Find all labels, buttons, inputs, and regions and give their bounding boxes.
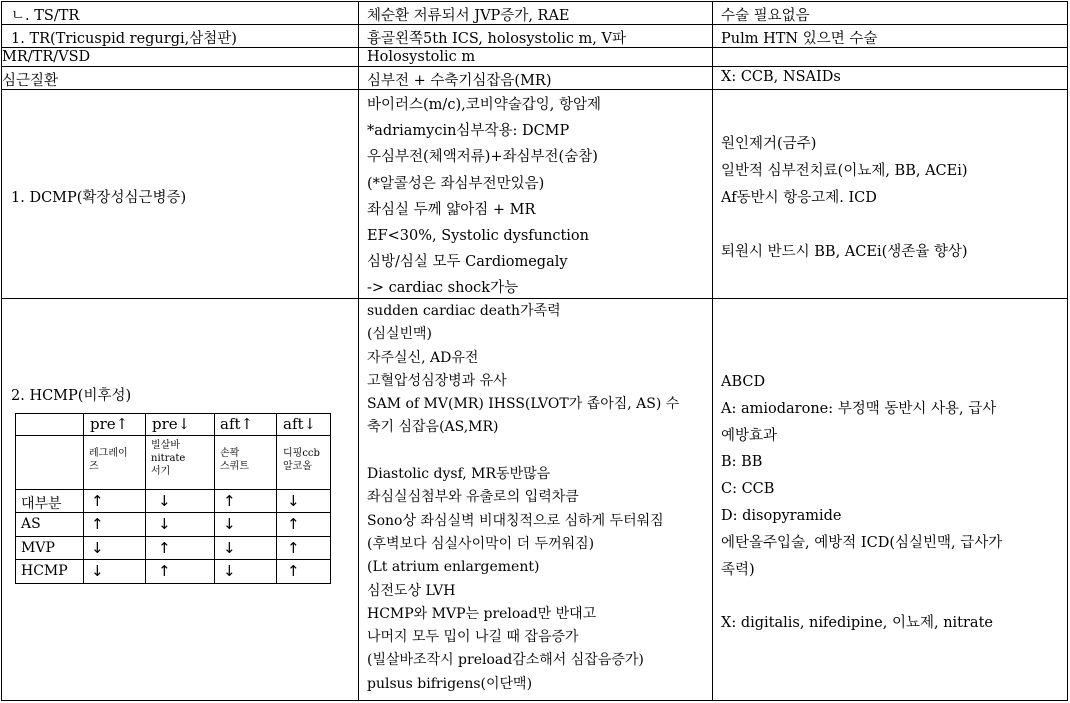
notes-table (1, 1, 1068, 701)
hcmp-findings (367, 300, 679, 696)
header-col2: 체순환 저류되서 JVP증가, RAE (367, 8, 570, 24)
dcmp-tx-line: 일반적 심부전치료(이뇨제, BB, ACEi) (721, 163, 968, 179)
hcmp-line: SAM of MV(MR) IHSS(LVOT가 좁아짐, AS) 수 (367, 396, 680, 413)
hcmp-tx-line: 에탄올주입술, 예방적 ICD(심실빈맥, 급사가 (721, 534, 1003, 551)
hcmp-line: (Lt atrium enlargement) (367, 559, 540, 576)
header-afterload-down: aft↓ (283, 415, 317, 433)
dcmp-line: 우심부전(체액저류)+좌심부전(숨참) (367, 149, 598, 166)
hcmp-line: (빌살바조작시 preload감소해서 심잡음증가) (367, 652, 644, 669)
tr-findings: 흉골왼쪽5th ICS, holosystolic m, V파 (367, 31, 627, 47)
cell-arrow: ↓ (223, 539, 236, 557)
row-label-as: AS (21, 516, 41, 532)
cell-arrow: ↑ (287, 562, 300, 580)
hcmp-treatment (721, 369, 1002, 637)
header-preload-up: pre↑ (90, 415, 129, 433)
hcmp-line: 나머지 모두 밉이 나길 때 잡음증가 (367, 629, 579, 646)
preload-afterload-table (15, 413, 331, 584)
maneuver-afterload-down: 디핑ccb 알코올 (283, 448, 320, 472)
dcmp-tx-line: Af동반시 항응고제. ICD (721, 190, 877, 206)
cell-arrow: ↓ (158, 492, 171, 510)
cell-arrow: ↑ (158, 539, 171, 557)
cell-arrow: ↑ (223, 492, 236, 510)
hcmp-tx-line: X: digitalis, nifedipine, 이뇨제, nitrate (721, 615, 993, 632)
table-border-top (1, 1, 1068, 2)
maneuver-afterload-up: 손꽉 스쿼트 (220, 448, 249, 472)
cardiomyopathy-contraindications: X: CCB, NSAIDs (721, 69, 841, 85)
dcmp-treatment (721, 131, 968, 266)
hcmp-tx-line: ABCD (721, 374, 766, 390)
hcmp-line: 좌심실심첨부와 유출로의 입력차큼 (367, 489, 579, 506)
header-col1: ㄴ. TS/TR (11, 8, 80, 24)
header-col3: 수술 필요없음 (721, 8, 810, 24)
cardiomyopathy-findings: 심부전 + 수축기심잡음(MR) (367, 73, 552, 89)
hcmp-line: 축기 심잡음(AS,MR) (367, 419, 499, 436)
maneuver-preload-up: 레그레이 즈 (89, 448, 128, 472)
cell-arrow: ↑ (287, 515, 300, 533)
hcmp-line: (심실빈맥) (367, 326, 433, 343)
hcmp-tx-line: B: BB (721, 454, 763, 471)
hcmp-tx-line (721, 583, 1002, 610)
hcmp-line: sudden cardiac death가족력 (367, 303, 561, 319)
dcmp-findings (367, 92, 601, 302)
cell-arrow: ↓ (91, 539, 104, 557)
dcmp-line: *adriamycin심부작용: DCMP (367, 123, 570, 140)
table-border-bottom (1, 700, 1068, 701)
header-preload-down: pre↓ (152, 415, 191, 433)
hcmp-tx-line: C: CCB (721, 481, 775, 498)
col-divider (358, 1, 359, 701)
row-label-mvp: MVP (21, 540, 55, 556)
header-afterload-up: aft↑ (220, 415, 254, 433)
cell-arrow: ↓ (91, 562, 104, 580)
cell-arrow: ↓ (223, 562, 236, 580)
hcmp-line: Diastolic dysf, MR동반많음 (367, 466, 551, 483)
dcmp-line: 심방/심실 모두 Cardiomegaly (367, 254, 568, 271)
hcmp-line: pulsus bifrigens(이단맥) (367, 675, 533, 692)
hcmp-tx-line: D: disopyramide (721, 507, 842, 524)
maneuver-preload-down: 빌살바 nitrate 서기 (151, 440, 186, 477)
cell-arrow: ↑ (91, 515, 104, 533)
dcmp-tx-line (721, 212, 968, 239)
cell-arrow: ↓ (223, 515, 236, 533)
hcmp-line: (후벽보다 심실사이막이 더 두꺼워짐) (367, 535, 595, 552)
dcmp-line: -> cardiac shock가능 (367, 280, 519, 297)
cell-arrow: ↓ (287, 492, 300, 510)
table-border-right (1067, 1, 1068, 701)
cell-arrow: ↑ (287, 539, 300, 557)
hcmp-tx-line: A: amiodarone: 부정맥 동반시 사용, 급사 (721, 400, 997, 417)
hcmp-line (367, 440, 679, 463)
row-label-most: 대부분 (21, 496, 62, 512)
table-border-left (1, 1, 2, 701)
tr-label: 1. TR(Tricuspid regurgi,삼첨판) (11, 31, 237, 47)
hcmp-line: Sono상 좌심실벽 비대칭적으로 심하게 두터워짐 (367, 512, 664, 529)
hcmp-tx-line: 족력) (721, 561, 755, 578)
dcmp-line: EF<30%, Systolic dysfunction (367, 228, 589, 245)
hcmp-label: 2. HCMP(비후성) (11, 388, 132, 404)
dcmp-line: 바이러스(m/c),코비약술갑잉, 항암제 (367, 97, 601, 113)
hcmp-line: 자주실신, AD유전 (367, 349, 479, 366)
cell-arrow: ↑ (158, 562, 171, 580)
row-label-hcmp: HCMP (21, 563, 68, 579)
mr-findings: Holosystolic m (367, 49, 476, 65)
cell-arrow: ↓ (158, 515, 171, 533)
dcmp-tx-line: 원인제거(금주) (721, 136, 817, 152)
cardiomyopathy-label: 심근질환 (2, 73, 59, 89)
cell-arrow: ↑ (91, 492, 104, 510)
hcmp-line: 심전도상 LVH (367, 582, 456, 599)
tr-treatment: Pulm HTN 있으면 수술 (721, 31, 878, 47)
mr-label: MR/TR/VSD (2, 49, 91, 65)
hcmp-line: HCMP와 MVP는 preload만 반대고 (367, 605, 597, 622)
row-divider (1, 66, 1068, 67)
col-divider (712, 1, 713, 701)
dcmp-line: (*알콜성은 좌심부전만있음) (367, 175, 545, 192)
dcmp-label: 1. DCMP(확장성심근병증) (11, 190, 187, 206)
dcmp-tx-line: 퇴원시 반드시 BB, ACEi(생존율 향상) (721, 244, 968, 260)
dcmp-line: 좌심실 두께 얇아짐 + MR (367, 201, 536, 218)
hcmp-line: 고혈압성심장병과 유사 (367, 372, 507, 389)
hcmp-tx-line: 예방효과 (721, 427, 778, 444)
